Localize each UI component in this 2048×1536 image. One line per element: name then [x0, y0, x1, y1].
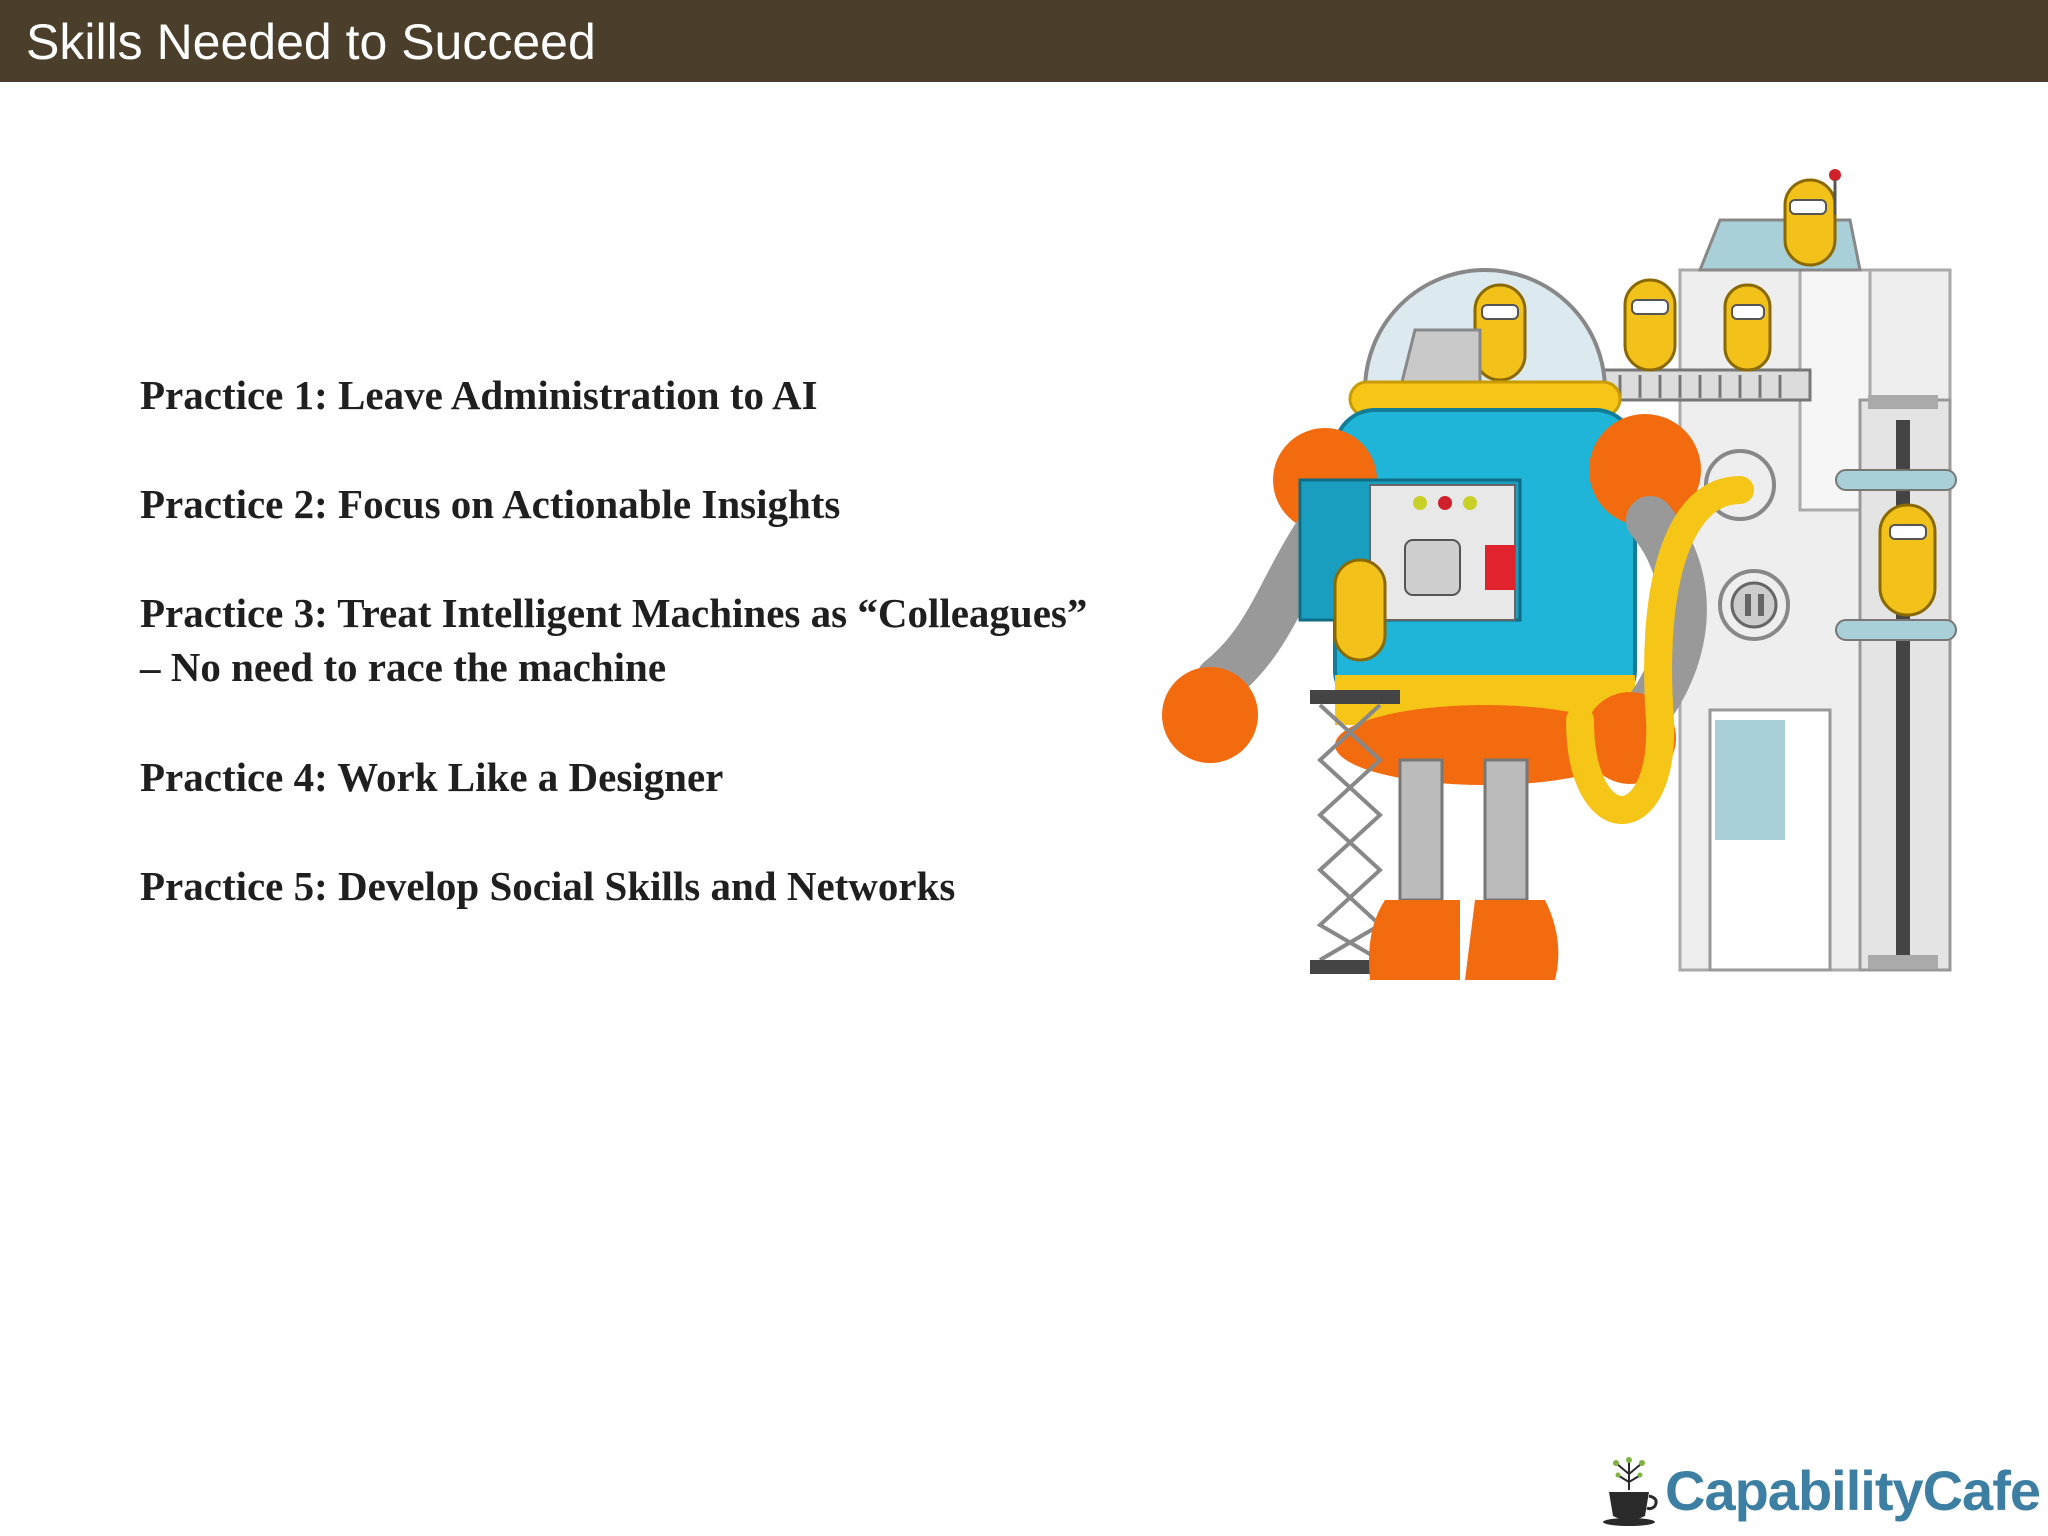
robot-factory-illustration-icon — [1160, 160, 1960, 980]
practice-5: Practice 5: Develop Social Skills and Networks — [140, 863, 956, 909]
coffee-cup-tree-icon — [1599, 1452, 1659, 1528]
practice-3-subline: – No need to race the machine — [140, 644, 667, 690]
practice-1: Practice 1: Leave Administration to AI — [140, 372, 818, 418]
title-bar — [0, 0, 2048, 82]
logo — [1599, 1450, 2040, 1530]
practice-2: Practice 2: Focus on Actionable Insights — [140, 481, 841, 527]
slide-title: Skills Needed to Succeed — [26, 14, 596, 70]
logo-text: CapabilityCafe — [1665, 1458, 2040, 1522]
practice-3: Practice 3: Treat Intelligent Machines as “Colleagues” — [140, 590, 1088, 636]
practice-4: Practice 4: Work Like a Designer — [140, 754, 724, 800]
